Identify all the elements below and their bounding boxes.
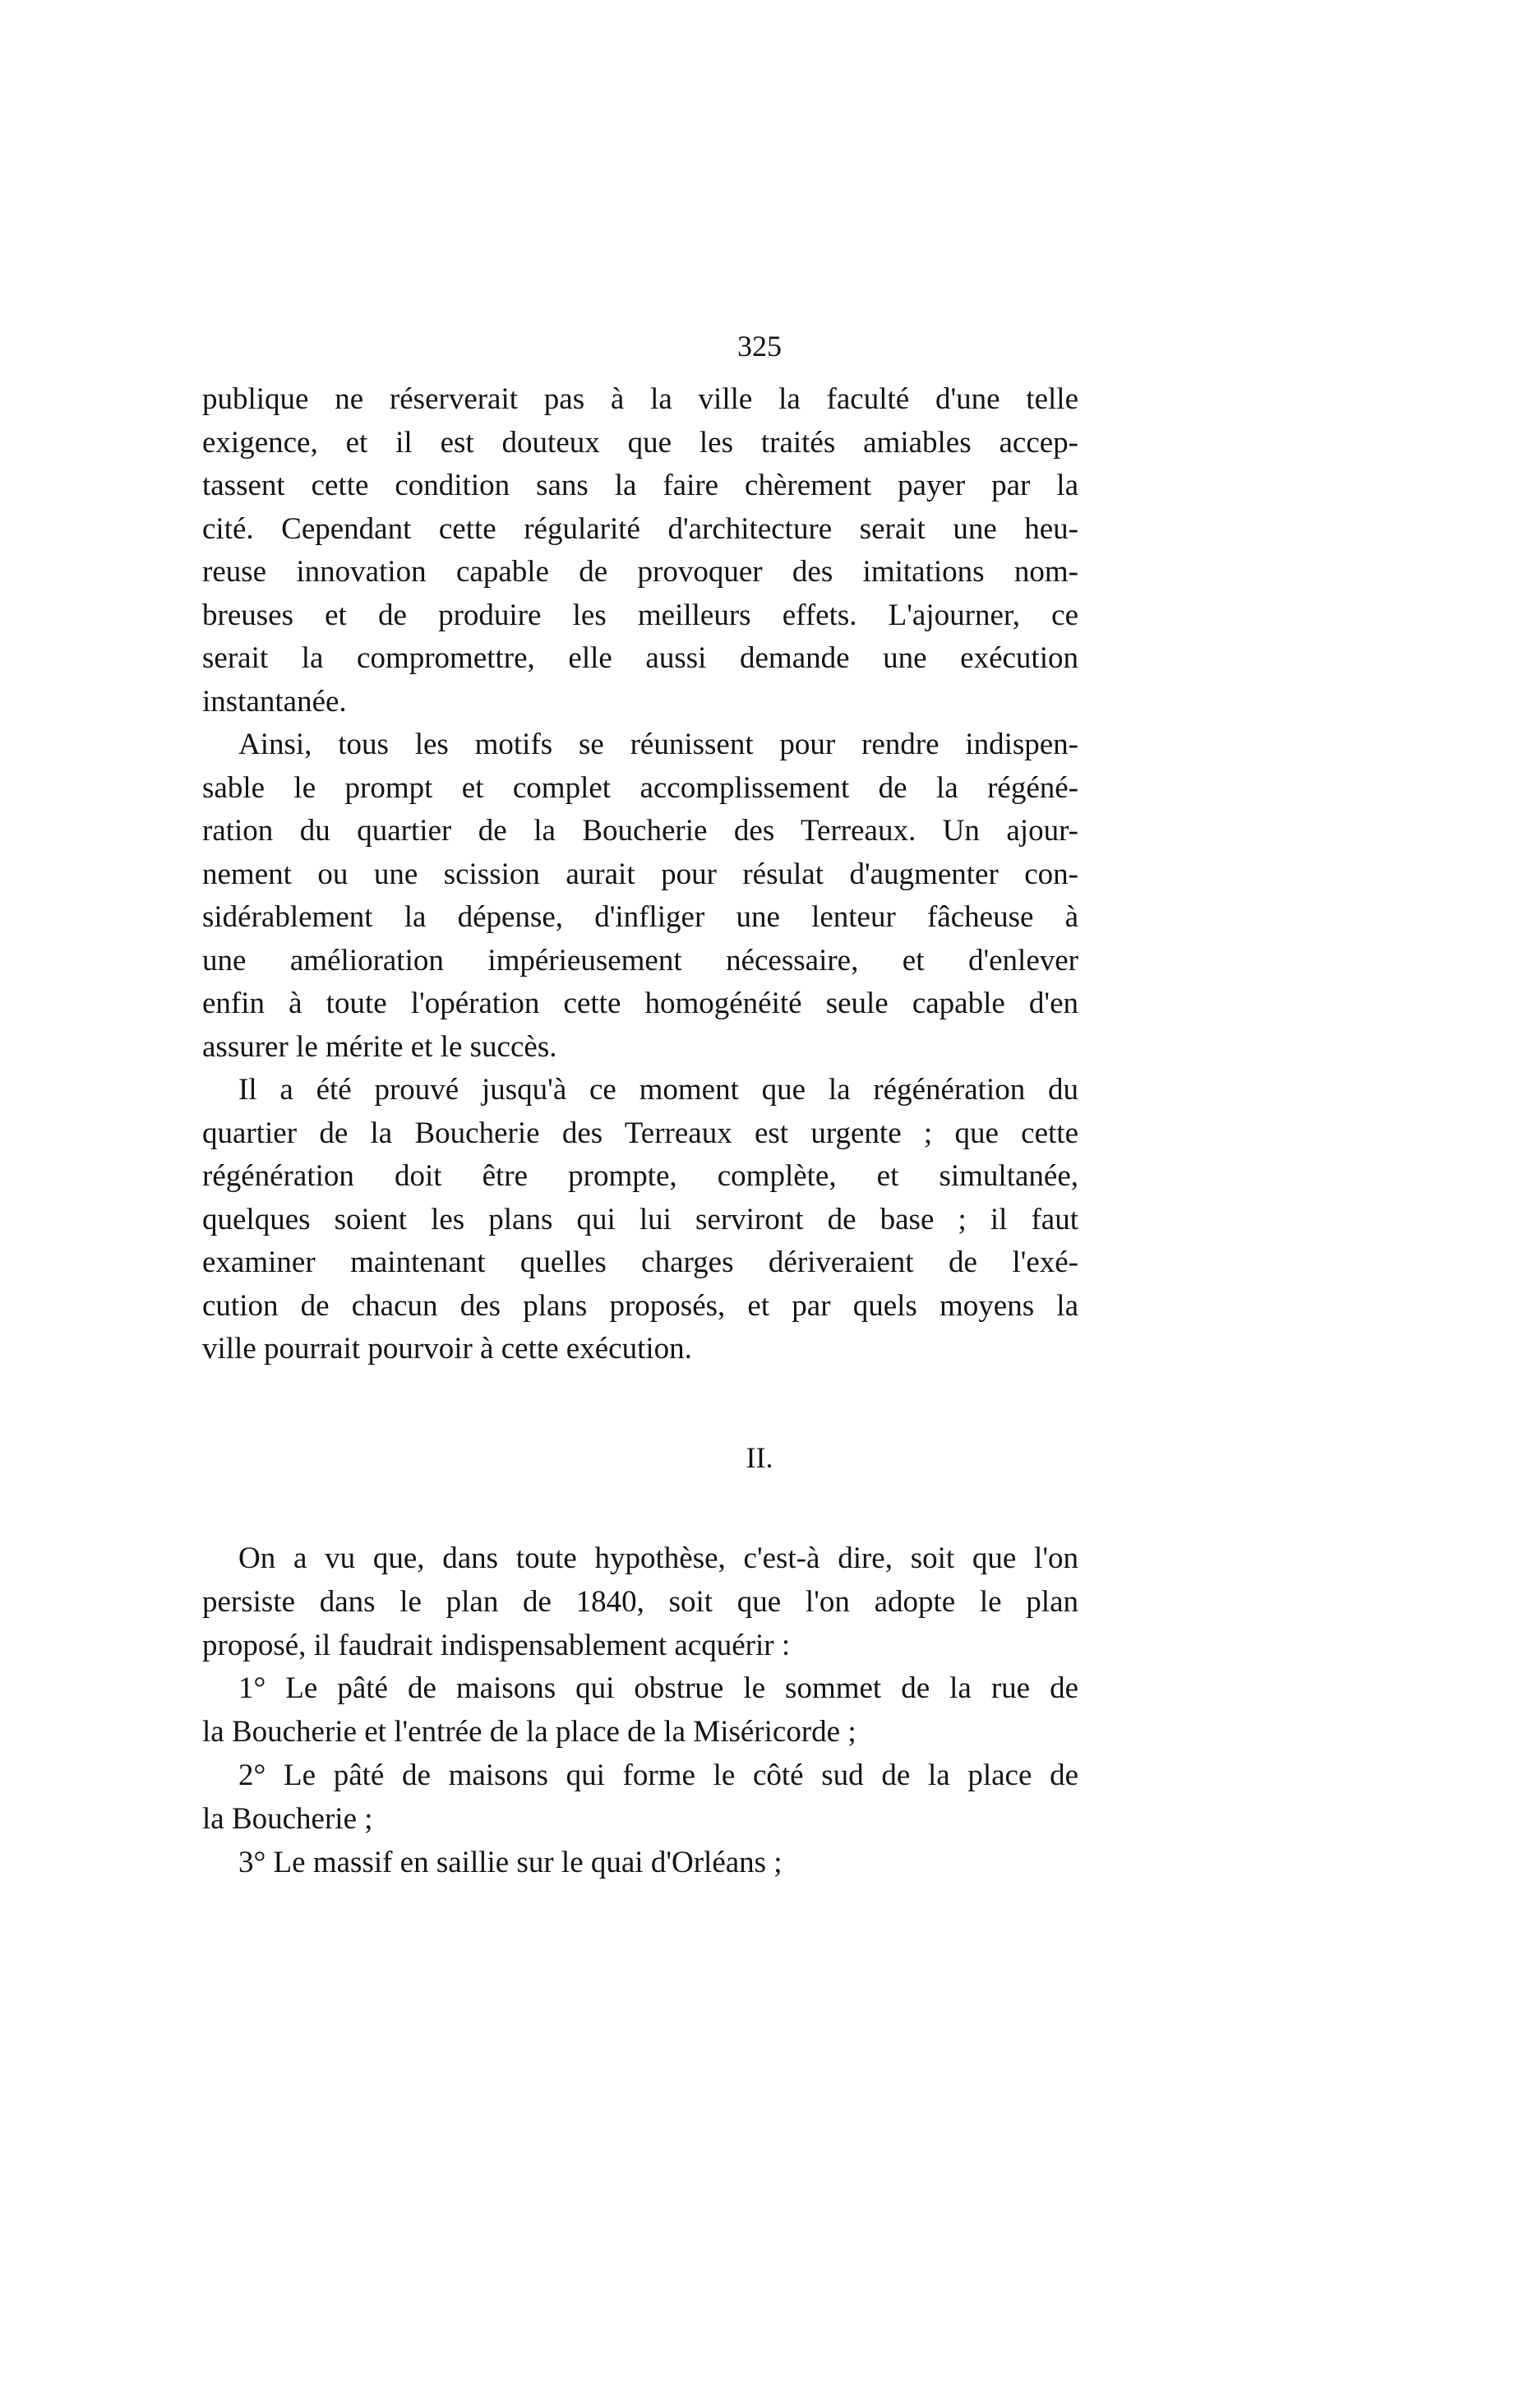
- text-line: enfin à toute l'opération cette homogénéité seule capable d'en: [202, 987, 1078, 1020]
- text-line: la Boucherie et l'entrée de la place de la Miséricorde ;: [202, 1715, 856, 1749]
- text-line: serait la compromettre, elle aussi demande une exécution: [202, 641, 1078, 675]
- text-line: instantanée.: [202, 684, 347, 719]
- text-line: ration du quartier de la Boucherie des Terreaux. Un ajour-: [202, 814, 1078, 848]
- text-line: régénération doit être prompte, complète, et simultanée,: [202, 1159, 1078, 1193]
- text-line: nement ou une scission aurait pour résulat d'augmenter con-: [202, 857, 1078, 891]
- text-line: cution de chacun des plans proposés, et par quels moyens la: [202, 1288, 1078, 1323]
- page-number: 325: [737, 330, 782, 363]
- text-block-2: [202, 1537, 1078, 1884]
- text-line: ville pourrait pourvoir à cette exécution.: [202, 1332, 692, 1366]
- text-line: publique ne réserverait pas à la ville la faculté d'une telle: [202, 382, 1078, 416]
- text-block-1: [202, 378, 1078, 1371]
- paragraph: [202, 378, 1078, 723]
- text-line: quartier de la Boucherie des Terreaux est urgente ; que cette: [202, 1116, 1078, 1150]
- text-line: 1° Le pâté de maisons qui obstrue le sommet de la rue de: [238, 1671, 1078, 1706]
- text-line: quelques soient les plans qui lui serviront de base ; il faut: [202, 1202, 1078, 1236]
- text-line: Ainsi, tous les motifs se réunissent pour rendre indispen-: [238, 728, 1078, 761]
- text-line: une amélioration impérieusement nécessaire, et d'enlever: [202, 943, 1078, 978]
- text-line: sidérablement la dépense, d'infliger une lenteur fâcheuse à: [202, 900, 1078, 934]
- paragraph: [202, 1537, 1078, 1667]
- text-line: exigence, et il est douteux que les traités amiables accep-: [202, 425, 1078, 460]
- text-line: On a vu que, dans toute hypothèse, c'est-à dire, soit que l'on: [238, 1541, 1078, 1575]
- text-line: la Boucherie ;: [202, 1801, 373, 1836]
- text-line: persiste dans le plan de 1840, soit que l'on adopte le plan: [202, 1584, 1078, 1619]
- text-line: 3° Le massif en saillie sur le quai d'Orléans ;: [238, 1845, 783, 1879]
- paragraph: [202, 1667, 1078, 1754]
- paragraph: [202, 1069, 1078, 1371]
- paragraph: [202, 1754, 1078, 1842]
- text-line: examiner maintenant quelles charges dériveraient de l'exé-: [202, 1246, 1078, 1279]
- text-line: reuse innovation capable de provoquer des imitations nom-: [202, 555, 1078, 589]
- text-line: cité. Cependant cette régularité d'architecture serait une heu-: [202, 511, 1078, 546]
- text-line: proposé, il faudrait indispensablement acquérir :: [202, 1628, 791, 1662]
- text-line: sable le prompt et complet accomplissement de la régéné-: [202, 770, 1078, 805]
- text-line: 2° Le pâté de maisons qui forme le côté sud de la place de: [238, 1758, 1078, 1792]
- paragraph: [202, 1842, 1078, 1885]
- text-line: breuses et de produire les meilleurs effets. L'ajourner, ce: [202, 598, 1078, 632]
- text-line: Il a été prouvé jusqu'à ce moment que la régénération du: [238, 1073, 1078, 1107]
- paragraph: [202, 723, 1078, 1069]
- text-line: tassent cette condition sans la faire chèrement payer par la: [202, 469, 1078, 502]
- section-heading: II.: [746, 1441, 773, 1474]
- text-line: assurer le mérite et le succès.: [202, 1029, 557, 1064]
